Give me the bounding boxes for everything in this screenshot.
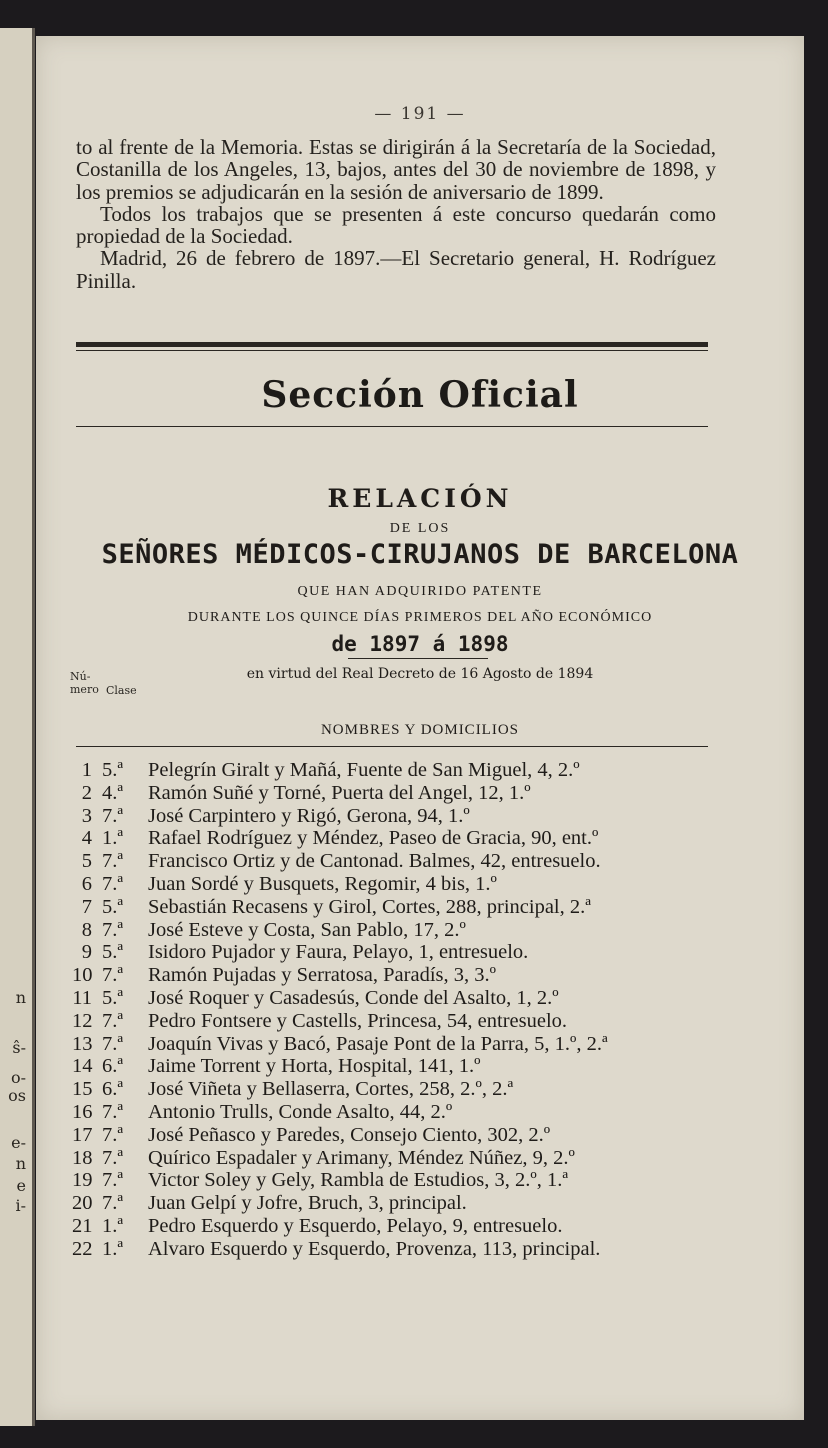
row-clase: 5.ª <box>102 759 124 781</box>
section-title: Sección Oficial <box>261 374 579 416</box>
row-clase: 6.ª <box>102 1078 124 1101</box>
table-row <box>72 1238 732 1261</box>
paragraph: Madrid, 26 de febrero de 1897.—El Secretario general, H. Rodríguez Pinilla. <box>76 246 716 293</box>
row-name-address: Ramón Suñé y Torné, Puerta del Angel, 12, 1.º <box>148 781 531 804</box>
row-clase: 7.ª <box>102 918 124 941</box>
row-name-address: Jaime Torrent y Horta, Hospital, 141, 1.º <box>148 1055 481 1078</box>
table-row <box>72 827 732 850</box>
divider-rule <box>348 658 488 659</box>
row-name-address: Pedro Fontsere y Castells, Princesa, 54, entresuelo. <box>148 1009 568 1032</box>
heading-relacion: RELACIÓN <box>327 484 513 513</box>
margin-fragment: i- <box>15 1196 26 1215</box>
row-clase: 4.ª <box>102 781 124 804</box>
row-number: 17 <box>72 1123 93 1146</box>
row-clase: 7.ª <box>102 1123 124 1146</box>
heading-decreto: en virtud del Real Decreto de 16 Agosto de 1894 <box>246 666 594 682</box>
row-clase: 7.ª <box>102 872 124 895</box>
paragraph: Todos los trabajos que se presenten á este concurso quedarán como propiedad de la Sociedad. <box>76 201 716 249</box>
row-name-address: Juan Gelpí y Jofre, Bruch, 3, principal. <box>148 1192 467 1215</box>
table-row <box>72 987 732 1010</box>
table-row <box>72 873 732 896</box>
row-number: 4 <box>81 827 92 850</box>
row-name-address: José Peñasco y Paredes, Consejo Ciento, 302, 2.º <box>148 1123 551 1146</box>
column-header-numero-line2: mero <box>70 683 99 696</box>
table-row <box>72 941 732 964</box>
column-header-numero <box>70 670 99 696</box>
row-clase: 1.ª <box>102 1237 124 1260</box>
row-number: 6 <box>81 872 92 895</box>
row-number: 9 <box>81 941 92 964</box>
row-clase: 7.ª <box>102 804 124 827</box>
paragraph: to al frente de la Memoria. Estas se dirigirán á la Secretaría de la Sociedad, Costanilla de los Angeles, 13, bajos, antes del 30 de noviembre de 1898, y los premios se adjudicarán en la sesión de aniversario de 1899. <box>76 135 716 204</box>
row-name-address: Alvaro Esquerdo y Esquerdo, Provenza, 113, principal. <box>148 1237 601 1260</box>
heading-years: de 1897 á 1898 <box>331 632 509 656</box>
row-clase: 1.ª <box>102 1214 124 1237</box>
intro-text <box>76 136 716 292</box>
heading-de-los: DE LOS <box>389 521 451 536</box>
table-row <box>72 782 732 805</box>
table-row <box>72 919 732 942</box>
row-name-address: Joaquín Vivas y Bacó, Pasaje Pont de la Parra, 5, 1.º, 2.ª <box>148 1032 608 1055</box>
row-number: 10 <box>72 964 93 987</box>
row-clase: 5.ª <box>102 941 124 964</box>
row-name-address: Sebastián Recasens y Girol, Cortes, 288, principal, 2.ª <box>148 895 591 918</box>
margin-fragment: n <box>15 988 26 1007</box>
row-name-address: José Carpintero y Rigó, Gerona, 94, 1.º <box>148 804 470 827</box>
row-clase: 7.ª <box>102 1032 124 1055</box>
row-clase: 6.ª <box>102 1055 124 1078</box>
row-number: 2 <box>81 781 92 804</box>
row-clase: 7.ª <box>102 1009 124 1032</box>
document-page <box>36 36 804 1420</box>
row-name-address: José Viñeta y Bellaserra, Cortes, 258, 2.º, 2.ª <box>148 1078 514 1101</box>
table-row <box>72 1192 732 1215</box>
margin-fragment: e <box>16 1176 26 1195</box>
row-name-address: Pelegrín Giralt y Mañá, Fuente de San Miguel, 4, 2.º <box>148 759 580 781</box>
row-name-address: Rafael Rodríguez y Méndez, Paseo de Gracia, 90, ent.º <box>148 827 599 850</box>
row-clase: 7.ª <box>102 964 124 987</box>
row-number: 16 <box>72 1100 93 1123</box>
table-row <box>72 1078 732 1101</box>
table-row <box>72 1147 732 1170</box>
column-header-nombres: NOMBRES Y DOMICILIOS <box>320 722 520 738</box>
margin-fragment: n <box>15 1154 26 1173</box>
table-header-rule <box>76 746 708 747</box>
row-clase: 7.ª <box>102 1100 124 1123</box>
table-row <box>72 850 732 873</box>
row-number: 11 <box>72 986 92 1009</box>
row-clase: 7.ª <box>102 850 124 873</box>
column-header-numero-line1: Nú- <box>70 670 91 683</box>
table-row <box>72 1101 732 1124</box>
row-name-address: Isidoro Pujador y Faura, Pelayo, 1, entresuelo. <box>148 941 529 964</box>
table-row <box>72 759 732 782</box>
row-number: 15 <box>72 1078 93 1101</box>
row-number: 19 <box>72 1169 93 1192</box>
table-row <box>72 896 732 919</box>
row-name-address: Pedro Esquerdo y Esquerdo, Pelayo, 9, entresuelo. <box>148 1214 563 1237</box>
heading-main: SEÑORES MÉDICOS-CIRUJANOS DE BARCELONA <box>101 539 739 570</box>
row-number: 20 <box>72 1192 93 1215</box>
table-body <box>72 759 732 1261</box>
table-row <box>72 1033 732 1056</box>
row-number: 22 <box>72 1237 93 1260</box>
table-row <box>72 1124 732 1147</box>
row-number: 13 <box>72 1032 93 1055</box>
row-number: 8 <box>81 918 92 941</box>
margin-fragment: o- <box>10 1068 26 1087</box>
row-number: 1 <box>81 759 92 781</box>
row-number: 14 <box>72 1055 93 1078</box>
divider-rule <box>76 350 708 351</box>
row-clase: 5.ª <box>102 986 124 1009</box>
row-name-address: Ramón Pujadas y Serratosa, Paradís, 3, 3.º <box>148 964 496 987</box>
margin-fragment: os <box>8 1086 26 1105</box>
row-name-address: Victor Soley y Gely, Rambla de Estudios, 3, 2.º, 1.ª <box>148 1169 568 1192</box>
margin-fragment: ŝ- <box>12 1038 26 1057</box>
row-name-address: Juan Sordé y Busquets, Regomir, 4 bis, 1.º <box>148 872 497 895</box>
row-name-address: Francisco Ortiz y de Cantonad. Balmes, 42, entresuelo. <box>148 850 601 873</box>
row-clase: 7.ª <box>102 1169 124 1192</box>
row-number: 5 <box>81 850 92 873</box>
row-clase: 1.ª <box>102 827 124 850</box>
divider-rule <box>76 342 708 347</box>
row-name-address: Quírico Espadaler y Arimany, Méndez Núñez, 9, 2.º <box>148 1146 575 1169</box>
margin-fragment: e- <box>11 1133 26 1152</box>
heading-que-han: QUE HAN ADQUIRIDO PATENTE <box>297 584 543 599</box>
divider-rule <box>76 426 708 427</box>
row-name-address: Antonio Trulls, Conde Asalto, 44, 2.º <box>148 1100 453 1123</box>
table-row <box>72 805 732 828</box>
row-name-address: José Roquer y Casadesús, Conde del Asalto, 1, 2.º <box>148 986 559 1009</box>
adjacent-page-edge <box>0 28 35 1426</box>
table-row <box>72 1010 732 1033</box>
table-row <box>72 1169 732 1192</box>
row-number: 18 <box>72 1146 93 1169</box>
table-row <box>72 1215 732 1238</box>
row-number: 3 <box>81 804 92 827</box>
page-number: — 191 — <box>374 104 466 124</box>
column-header-clase: Clase <box>106 684 137 697</box>
table-row <box>72 1055 732 1078</box>
row-number: 7 <box>81 895 92 918</box>
row-number: 12 <box>72 1009 93 1032</box>
heading-durante: DURANTE LOS QUINCE DÍAS PRIMEROS DEL AÑO ECONÓMICO <box>187 610 653 625</box>
table-row <box>72 964 732 987</box>
row-clase: 5.ª <box>102 895 124 918</box>
row-clase: 7.ª <box>102 1146 124 1169</box>
row-number: 21 <box>72 1214 93 1237</box>
row-clase: 7.ª <box>102 1192 124 1215</box>
row-name-address: José Esteve y Costa, San Pablo, 17, 2.º <box>148 918 466 941</box>
